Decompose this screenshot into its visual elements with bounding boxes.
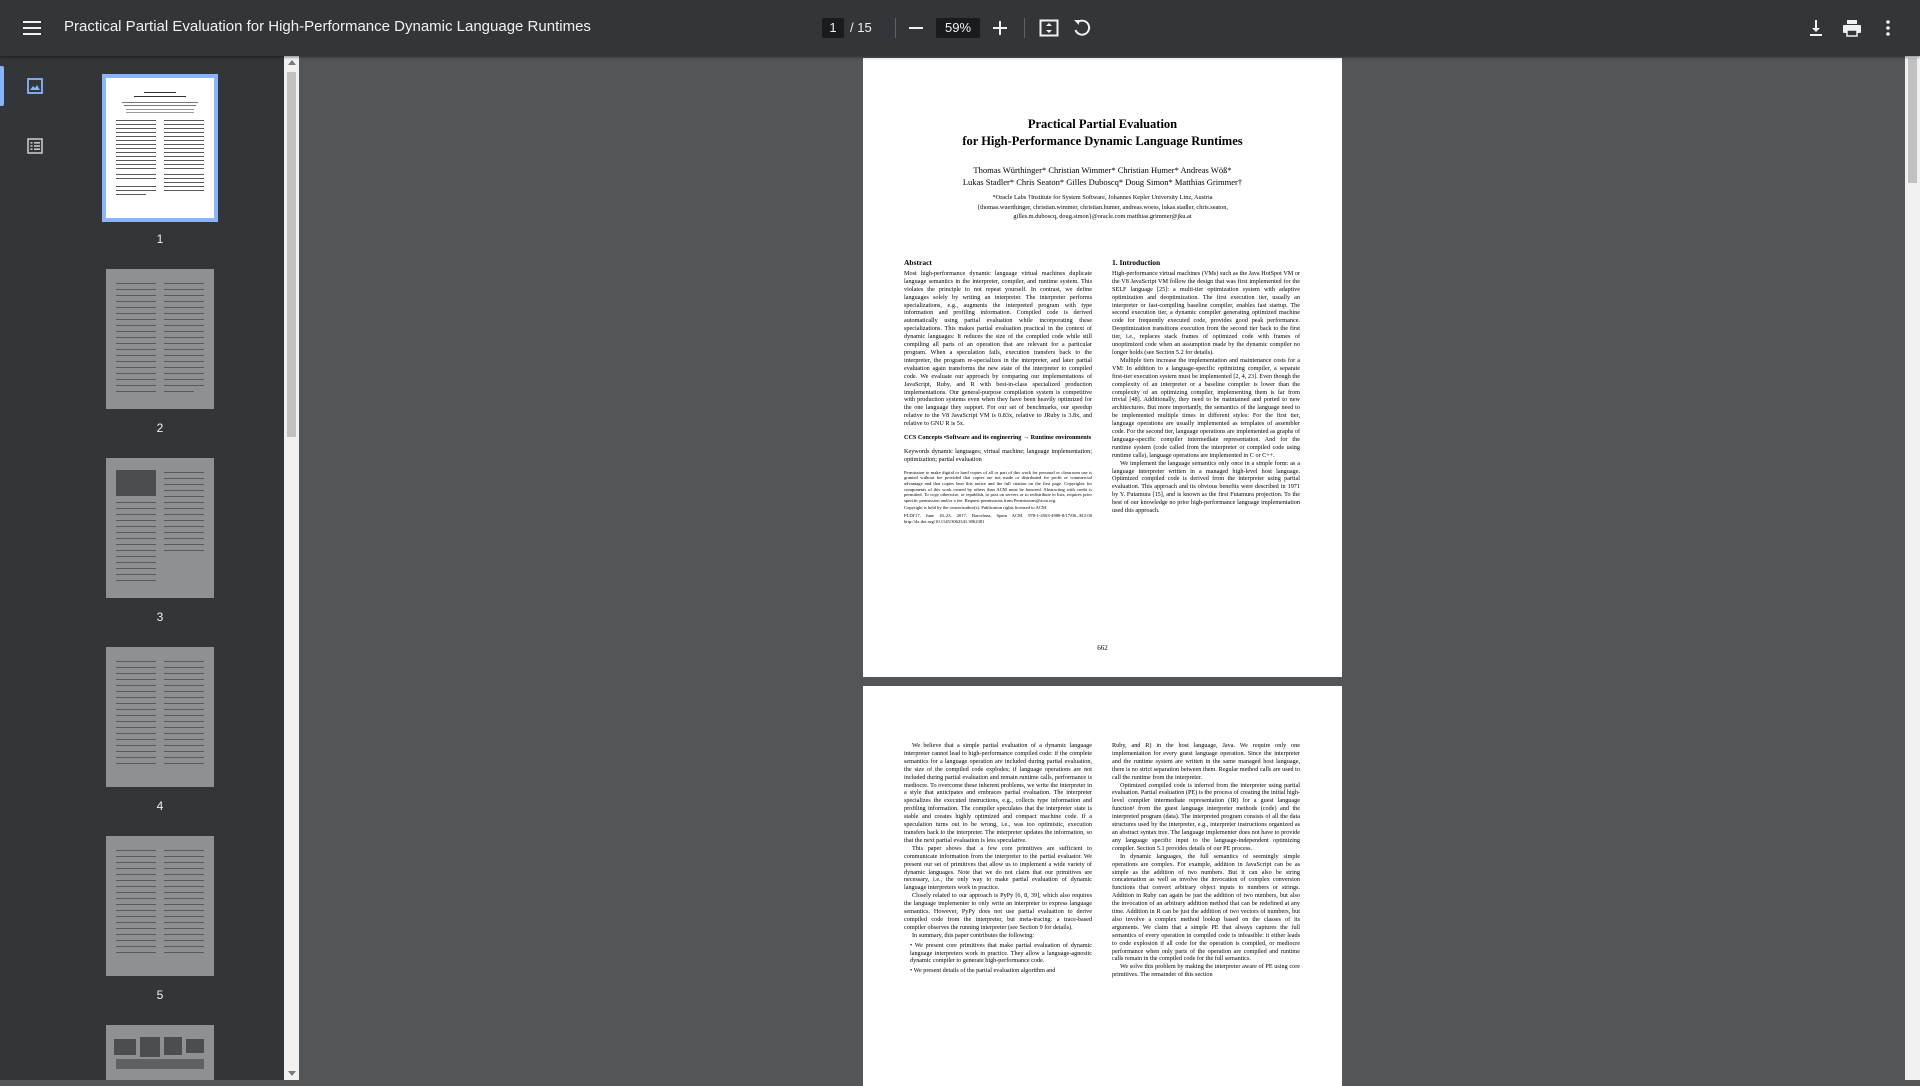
- copyright-notice: Copyright is held by the owner/author(s). Publication rights licensed to ACM.: [904, 505, 1048, 511]
- paragraph: We believe that a simple partial evaluation of a dynamic language interpreter cannot lead to high-performance compiled code: if the complete semantics for a language operation are included during partial evaluation, the size of the compiled code explodes; if language operations are not included during partial evaluation and remain runtime calls, performance is mediocre. To overcome these inherent problems, we write the interpreter in a style that anticipates and embraces partial evaluation. The interpreter specializes the executed instructions, e.g., collects type information and profiling information. The compiler speculates that the interpreter state is stable and creates highly optimized and compact machine code. If a speculation turns out to be wrong, i.e., was too optimistic, execution transfers back to the interpreter. The interpreter updates the information, so that the next partial evaluation is less speculative.: [904, 742, 1092, 844]
- bullet-item: • We present core primitives that make partial evaluation of dynamic language interpreters work in practice. They allow a language-agnostic dynamic compiler to generate high-performance code.: [910, 941, 1092, 965]
- document-scrollbar[interactable]: [1905, 56, 1920, 1080]
- sidebar-scrollbar[interactable]: [284, 56, 299, 1080]
- page-thumbnail-2[interactable]: [106, 269, 214, 409]
- paper-title-line2: for High-Performance Dynamic Language Runtimes: [962, 134, 1243, 148]
- tab-outline[interactable]: [0, 126, 70, 166]
- outline-view-icon: [25, 136, 45, 156]
- abstract-heading: Abstract: [904, 258, 932, 267]
- paper-emails-line1: {thomas.wuerthinger, christian.wimmer, christian.humer, andreas.woess, lukas.stadler, chris.seaton,: [977, 204, 1228, 211]
- intro-paragraph-1: High-performance virtual machines (VMs) such as the Java HotSpot VM or the V8 JavaScript VM follow the design that was first implemented for the SELF language [25]: a multi-tier optimization system with adaptive optimization and deoptimization. The first execution tier, usually an interpreter or fast-compiling baseline compiler, enables fast startup. The second execution tier, a dynamic compiler generating optimized machine code for frequently executed code, provides good peak performance. Deoptimization transitions execution from the second tier back to the first tier, i.e., replaces stack frames of optimized code with frames of unoptimized code when an assumption made by the dynamic compiler no longer holds (see Section 5.2 for details).: [1112, 269, 1300, 356]
- paragraph: In dynamic languages, the full semantics of seemingly simple operations are complex. For example, addition in JavaScript can be as simple as the addition of two numbers. But it can also be string concatenation as well as involve the invocation of complex conversion functions that convert arbitrary object inputs to numbers or strings. Addition in Ruby can again be just the addition of two numbers, but also the invocation of an arbitrary addition method that can be redefined at any time. Addition in R can be just the addition of two vectors of numbers, but also involve a complex method lookup based on the classes of its arguments. We claim that a simple PE that always captures the full semantics of every operation in compiled code is infeasible: it either leads to code explosion if all code for the operation is compiled, or mediocre performance when only parts of the operation are compiled and runtime calls remain in the compiled code for the full semantics.: [1112, 852, 1300, 963]
- intro-paragraph-2: Multiple tiers increase the implementation and maintenance costs for a VM: In addition to a language-specific optimizing compiler, a separate first-tier execution system must be implemented [2, 4, 23]. Even though the complexity of an interpreter or a baseline compiler is lower than the complexity of an optimizing compiler, implementing them is far from trivial [48]. Additionally, they need to be maintained and ported to new architectures. But more importantly, the semantics of the language need to be implemented multiple times in different styles: For the first tier, language operations are usually implemented as templates of assembler code. For the second tier, language operations are implemented as graphs of language-specific compiler intermediate representation. And for the runtime system (code called from the interpreter or compiled code using runtime calls), language operations are implemented in C or C++.: [1112, 356, 1300, 459]
- more-vert-icon[interactable]: [1876, 16, 1900, 40]
- paper-right-column: [1112, 742, 1300, 979]
- page-thumbnail-6[interactable]: [106, 1025, 214, 1080]
- page-thumbnail-1[interactable]: [106, 78, 214, 218]
- permission-notice: Permission to make digital or hard copies of all or part of this work for personal or classroom use is granted without fee provided that copies are not made or distributed for profit or commercial advantage and that copies bear this notice and the full citation on the first page. Copyrights for components of this work owned by others than ACM must be honored. Abstracting with credit is permitted. To copy otherwise, or republish, to post on servers or to redistribute to lists, requires prior specific permission and/or a fee. Request permissions from Permissions@acm.org.: [904, 469, 1092, 503]
- document-scrollbar-thumb[interactable]: [1908, 58, 1917, 183]
- abstract-text: Most high-performance dynamic language virtual machines duplicate language semantics in the interpreter, compiler, and runtime system. This violates the principle to not repeat yourself. In contrast, we define languages solely by writing an interpreter. The interpreter performs specializations, e.g., augments the interpreted program with type information and profiling information. Compiled code is derived automatically using partial evaluation while incorporating these specializations. This makes partial evaluation practical in the context of dynamic languages: It reduces the size of the compiled code while still compiling all parts of an operation that are relevant for a particular program. When a speculation fails, execution transfers back to the interpreter, the program re-specializes in the interpreter, and later partial evaluation again transforms the new state of the interpreter to compiled code. We evaluate our approach by comparing our implementations of JavaScript, Ruby, and R with best-in-class specialized production implementations. Our general-purpose compilation system is competitive with production systems even when they have been heavily optimized for the one language they support. For our set of benchmarks, our speedup relative to the V8 JavaScript VM is 0.83x, relative to JRuby is 3.8x, and relative to GNU R is 5x.: [904, 269, 1092, 428]
- sidebar: [0, 56, 284, 1080]
- toolbar-divider: [895, 18, 896, 38]
- scroll-up-arrow-icon[interactable]: [288, 60, 296, 65]
- thumbnail-figure: [116, 470, 156, 496]
- paper-authors-line2: Lukas Stadler* Chris Seaton* Gilles Duboscq* Doug Simon* Matthias Grimmer†: [962, 177, 1243, 187]
- thumbnail-label: 2: [156, 421, 164, 435]
- paragraph: We solve this problem by making the interpreter aware of PE using core primitives. The remainder of this section: [1112, 963, 1300, 979]
- tab-thumbnails[interactable]: [0, 66, 70, 106]
- paper-affiliations: *Oracle Labs †Institute for System Software, Johannes Kepler University Linz, Austria: [992, 194, 1213, 201]
- paragraph: In summary, this paper contributes the following:: [912, 931, 1035, 939]
- paper-right-column: [1112, 259, 1300, 515]
- thumbnail-label: 3: [156, 610, 164, 624]
- intro-paragraph-3: We implement the language semantics only once in a simple form: as a language interpreter written in a managed high-level host language. Optimized compiled code is derived from the interpreter using partial evaluation. This approach and its obvious benefits were described in 1971 by Y. Futamura [15], and is known as the first Futamura projection. To the best of our knowledge no prior high-performance language implementation used this approach.: [1112, 459, 1300, 515]
- paper-emails-line2: gilles.m.duboscq, doug.simon}@oracle.com matthias.grimmer@jku.at: [1013, 213, 1192, 220]
- bullet-item: • We present details of the partial evaluation algorithm and: [910, 967, 1056, 975]
- zoom-out-icon[interactable]: [904, 16, 928, 40]
- ccs-concepts: CCS Concepts •Software and its engineering → Runtime environments: [904, 434, 1092, 442]
- thumbnail-label: 5: [156, 988, 164, 1002]
- paragraph: Closely related to our approach is PyPy [6, 8, 39], which also requires the language implementer to only write an interpreter to express language semantics. However, PyPy does not use partial evaluation to derive compiled code from the interpreter, but meta-tracing: a trace-based compiler observes the running interpreter (see Section 9 for details).: [904, 892, 1092, 931]
- paper-left-column: [904, 742, 1092, 975]
- scroll-down-arrow-icon[interactable]: [288, 1071, 296, 1076]
- page-thumbnail-3[interactable]: [106, 458, 214, 598]
- menu-icon[interactable]: [20, 16, 44, 40]
- zoom-in-icon[interactable]: [988, 16, 1012, 40]
- paper-left-column: [904, 259, 1092, 524]
- page-number-input[interactable]: [822, 18, 844, 38]
- venue-info: PLDI'17, June 18–23, 2017, Barcelona, Spain ACM. 978-1-4503-4988-8/17/06...$15.00 http://dx.doi.org/10.1145/3062341.3062381: [904, 512, 1092, 524]
- paper-title-line1: Practical Partial Evaluation: [1027, 117, 1178, 131]
- zoom-level-input[interactable]: [936, 18, 980, 38]
- print-icon[interactable]: [1840, 16, 1864, 40]
- rotate-icon[interactable]: [1070, 16, 1094, 40]
- thumbnail-label: 1: [156, 232, 164, 246]
- introduction-heading: 1. Introduction: [1112, 258, 1161, 267]
- sidebar-scrollbar-thumb[interactable]: [287, 72, 296, 437]
- thumbnail-list: [70, 56, 284, 1080]
- page-thumbnail-4[interactable]: [106, 647, 214, 787]
- document-title: Practical Partial Evaluation for High-Performance Dynamic Language Runtimes: [64, 18, 591, 35]
- download-icon[interactable]: [1804, 16, 1828, 40]
- viewer-toolbar: [0, 0, 1920, 56]
- paragraph: Ruby, and R) in the host language, Java. We require only one implementation for every guest language operation. Since the interpreter and the runtime system are written in the same managed host language, there is no strict separation between them. Regular method calls are used to call the runtime from the interpreter.: [1112, 742, 1300, 781]
- pdf-page-1: [863, 58, 1342, 677]
- toolbar-divider: [1024, 18, 1025, 38]
- page-total: / 15: [850, 20, 872, 35]
- keywords: Keywords dynamic languages; virtual machine; language implementation; optimization; partial evaluation: [904, 447, 1092, 463]
- page-number: 662: [1097, 644, 1108, 652]
- fit-page-icon[interactable]: [1037, 16, 1061, 40]
- paragraph: This paper shows that a few core primitives are sufficient to communicate information from the interpreter to the partial evaluator. We present our set of primitives that allow us to implement a wide variety of dynamic languages. Note that we do not claim that our primitives are necessary, i.e., the only way to make partial evaluation of dynamic language interpreters work in practice.: [904, 844, 1092, 892]
- sidebar-tabs: [0, 56, 70, 1080]
- thumbnail-view-icon: [25, 76, 45, 96]
- thumbnail-label: 4: [156, 799, 164, 813]
- paragraph: Optimized compiled code is inferred from the interpreter using partial evaluation. Partial evaluation (PE) is the process of creating the initial high-level compiler intermediate representation (IR) for a guest language function¹ from the guest language interpreter methods (code) and the interpreted program (data). The interpreted program consists of all the data structures used by the interpreter, e.g., interpreter instructions organized as an abstract syntax tree. The language implementer does not have to provide any language specific input to the language-independent optimizing compiler. Section 5.1 provides details of our PE process.: [1112, 781, 1300, 852]
- pdf-page-2: [863, 686, 1342, 1086]
- paper-authors-line1: Thomas Würthinger* Christian Wimmer* Christian Humer* Andreas Wöß*: [973, 165, 1232, 175]
- page-thumbnail-5[interactable]: [106, 836, 214, 976]
